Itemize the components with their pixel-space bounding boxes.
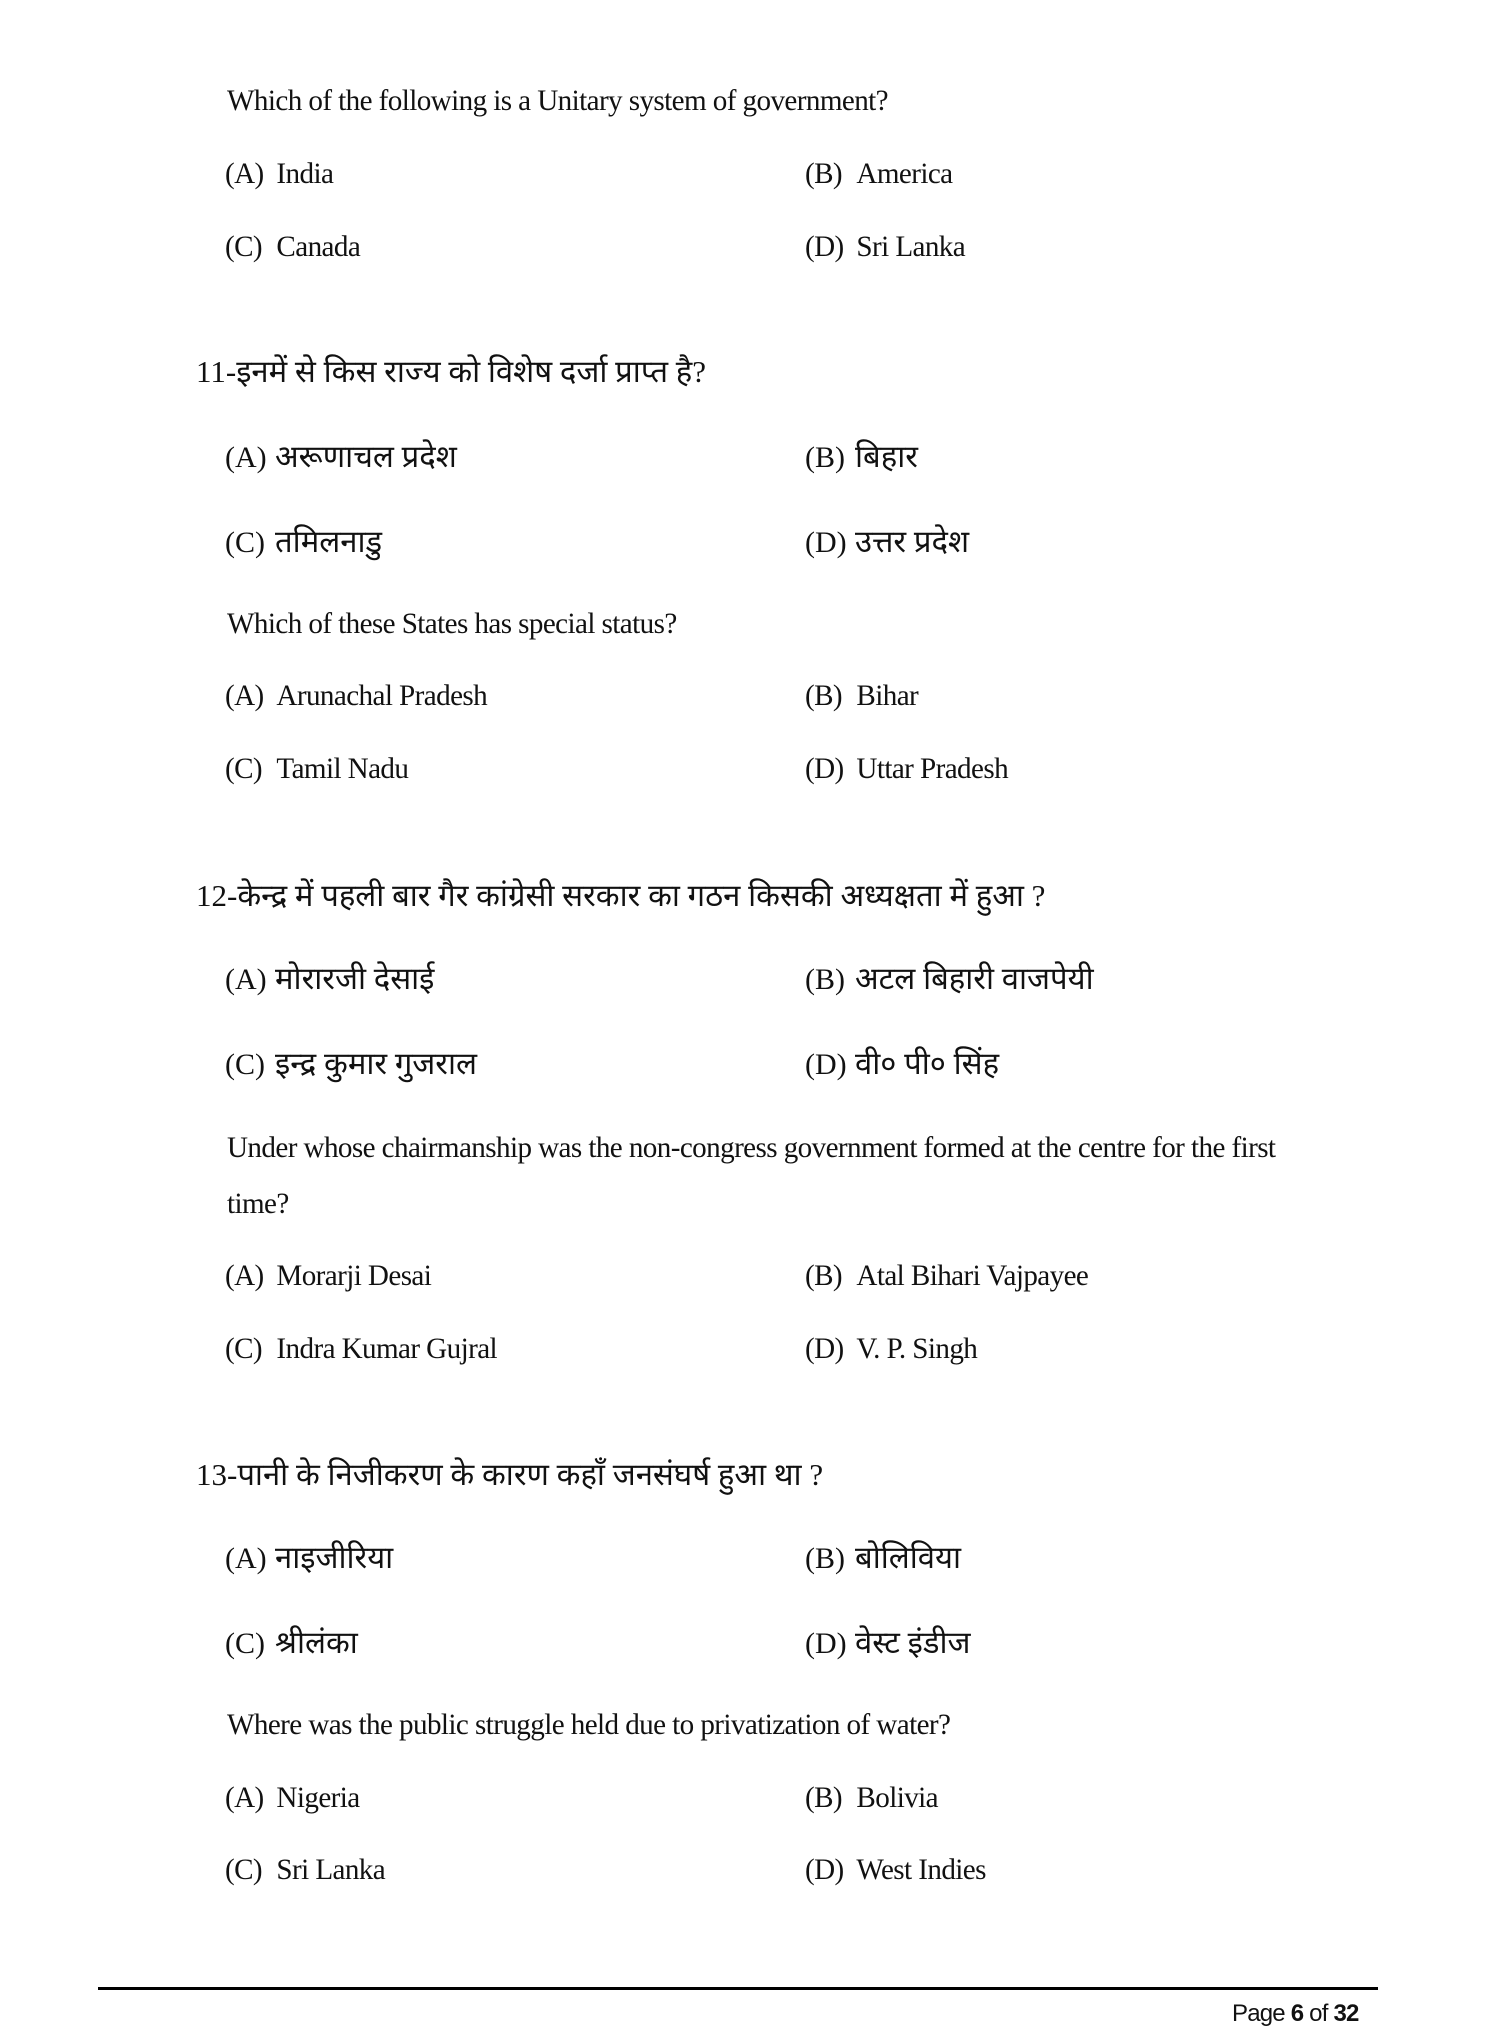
option-label: (C)	[225, 1048, 265, 1081]
question-13-hindi	[196, 1459, 823, 1490]
option-text: वी० पी० सिंह	[855, 1046, 1000, 1081]
question-hindi-text: केन्द्र में पहली बार गैर कांग्रेसी सरकार का गठन किसकी अध्यक्षता में हुआ ?	[237, 878, 1046, 913]
option-text: नाइजीरिया	[275, 1540, 394, 1575]
q11-option-c	[225, 752, 409, 785]
option-label: (B)	[805, 157, 843, 190]
page-number	[1232, 2002, 1359, 2026]
q11-hindi-option-d	[805, 524, 970, 559]
q12-option-c	[225, 1332, 498, 1365]
option-text: India	[276, 157, 334, 190]
q11-option-a	[225, 679, 488, 712]
q10-option-c	[225, 230, 361, 263]
option-label: (A)	[225, 963, 267, 996]
option-text: अरूणाचल प्रदेश	[275, 439, 457, 474]
option-label: (D)	[805, 230, 844, 263]
option-text: इन्द्र कुमार गुजराल	[275, 1046, 477, 1081]
q13-hindi-option-c	[225, 1625, 358, 1660]
option-text: बिहार	[855, 439, 918, 474]
option-text: मोरारजी देसाई	[275, 961, 435, 996]
option-text: Tamil Nadu	[276, 752, 409, 785]
option-label: (A)	[225, 441, 267, 474]
option-label: (C)	[225, 752, 263, 785]
question-hindi-text: इनमें से किस राज्य को विशेष दर्जा प्राप्त है?	[236, 354, 707, 389]
q13-option-b	[805, 1781, 939, 1814]
q13-hindi-option-d	[805, 1625, 971, 1660]
q12-option-d	[805, 1332, 978, 1365]
question-number: 13-	[196, 1457, 238, 1492]
question-10-english-text: Which of the following is a Unitary system of government?	[227, 84, 889, 117]
option-text: Bolivia	[856, 1781, 939, 1814]
option-label: (A)	[225, 1781, 264, 1814]
option-label: (D)	[805, 1627, 847, 1660]
option-label: (D)	[805, 1853, 844, 1886]
option-label: (C)	[225, 1853, 263, 1886]
option-text: श्रीलंका	[275, 1625, 358, 1660]
q12-hindi-option-c	[225, 1046, 477, 1081]
option-label: (C)	[225, 1332, 263, 1365]
question-11-english-text: Which of these States has special status?	[227, 607, 677, 640]
option-text: उत्तर प्रदेश	[855, 524, 970, 559]
q10-option-b	[805, 157, 953, 190]
q11-hindi-option-c	[225, 524, 383, 559]
page-prefix: Page	[1232, 2000, 1285, 2027]
q12-option-a	[225, 1259, 432, 1292]
q10-option-a	[225, 157, 334, 190]
question-hindi-text: पानी के निजीकरण के कारण कहाँ जनसंघर्ष हुआ था ?	[237, 1457, 824, 1492]
option-label: (B)	[805, 441, 845, 474]
page-of: of	[1309, 2000, 1328, 2027]
option-label: (A)	[225, 1542, 267, 1575]
option-text: Sri Lanka	[276, 1853, 386, 1886]
option-label: (C)	[225, 526, 265, 559]
option-text: Bihar	[856, 679, 919, 712]
option-text: Arunachal Pradesh	[276, 679, 488, 712]
q12-hindi-option-d	[805, 1046, 1000, 1081]
option-text: अटल बिहारी वाजपेयी	[855, 961, 1094, 996]
question-number: 11-	[196, 354, 237, 389]
footer-divider	[98, 1987, 1378, 1990]
question-12-english-line2: time?	[227, 1187, 289, 1220]
option-label: (B)	[805, 1542, 845, 1575]
option-text: Sri Lanka	[856, 230, 966, 263]
question-12-hindi	[196, 880, 1045, 911]
option-text: Atal Bihari Vajpayee	[856, 1259, 1089, 1292]
option-text: America	[856, 157, 953, 190]
option-label: (C)	[225, 230, 263, 263]
option-text: बोलिविया	[855, 1540, 962, 1575]
q12-option-b	[805, 1259, 1089, 1292]
option-label: (C)	[225, 1627, 265, 1660]
question-12-english-line1: Under whose chairmanship was the non-congress government formed at the centre for the first	[227, 1131, 1276, 1164]
option-label: (A)	[225, 679, 264, 712]
option-text: V. P. Singh	[856, 1332, 978, 1365]
q10-option-d	[805, 230, 966, 263]
q13-option-a	[225, 1781, 360, 1814]
option-text: West Indies	[856, 1853, 986, 1886]
page-current: 6	[1290, 2000, 1304, 2027]
option-text: तमिलनाडु	[275, 524, 383, 559]
q11-option-b	[805, 679, 919, 712]
q13-hindi-option-a	[225, 1540, 394, 1575]
q11-option-d	[805, 752, 1009, 785]
question-number: 12-	[196, 878, 238, 913]
q13-option-d	[805, 1853, 986, 1886]
q11-hindi-option-a	[225, 439, 457, 474]
q11-hindi-option-b	[805, 439, 918, 474]
question-13-english-text: Where was the public struggle held due to privatization of water?	[227, 1708, 951, 1741]
q12-hindi-option-b	[805, 961, 1094, 996]
option-text: Morarji Desai	[276, 1259, 432, 1292]
option-label: (B)	[805, 963, 845, 996]
option-label: (B)	[805, 679, 843, 712]
option-label: (D)	[805, 752, 844, 785]
q12-hindi-option-a	[225, 961, 435, 996]
option-label: (D)	[805, 1048, 847, 1081]
option-text: Indra Kumar Gujral	[276, 1332, 498, 1365]
option-text: Nigeria	[276, 1781, 360, 1814]
option-label: (A)	[225, 1259, 264, 1292]
option-text: Canada	[276, 230, 361, 263]
option-label: (D)	[805, 1332, 844, 1365]
option-label: (D)	[805, 526, 847, 559]
q13-option-c	[225, 1853, 386, 1886]
question-11-hindi	[196, 356, 706, 387]
option-text: वेस्ट इंडीज	[855, 1625, 971, 1660]
page-total: 32	[1333, 2000, 1359, 2027]
option-label: (A)	[225, 157, 264, 190]
option-label: (B)	[805, 1259, 843, 1292]
option-label: (B)	[805, 1781, 843, 1814]
option-text: Uttar Pradesh	[856, 752, 1009, 785]
q13-hindi-option-b	[805, 1540, 962, 1575]
